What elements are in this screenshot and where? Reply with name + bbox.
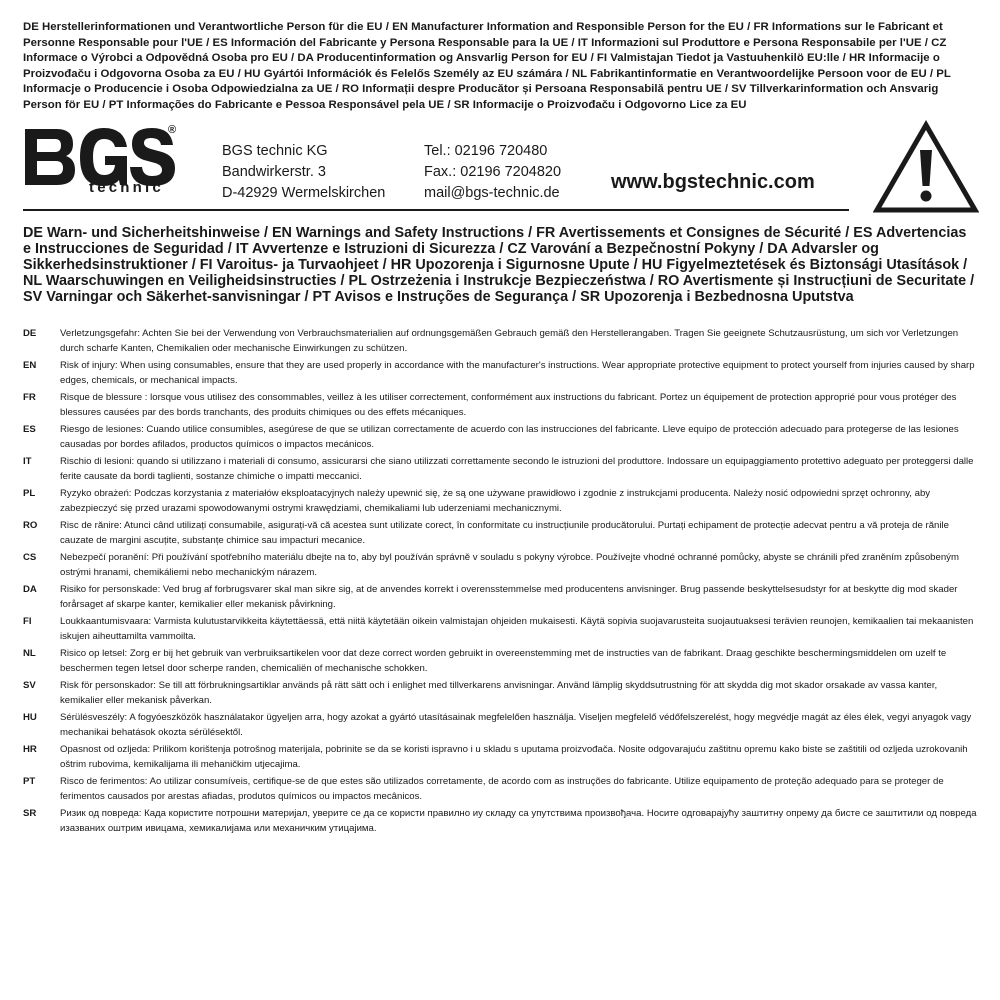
language-code: RO: [23, 520, 38, 531]
warning-entry-fr: [23, 391, 978, 420]
warning-entry-es: [23, 423, 978, 452]
warning-text: Ризик од повреда: Када користите потрошни материјал, уверите се да се користи правилно иу складу са упутствима произвођача. Носите одговарајућу заштитну опрему да бисте се заштитили од повреда изазваних оштрим ивицама, хемикалијама или механичким утицајима.: [60, 808, 977, 834]
warning-entry-pt: [23, 775, 978, 804]
language-code: HU: [23, 712, 37, 723]
bgs-technic-logo: [23, 125, 183, 199]
language-code: FI: [23, 616, 32, 627]
fax-number: Fax.: 02196 7204820: [424, 164, 562, 180]
website-url: www.bgstechnic.com: [611, 171, 815, 193]
logo-subtitle: technic: [89, 179, 164, 196]
warning-text: Loukkaantumisvaara: Varmista kulutustarvikkeita käytettäessä, että niitä käytetään oikein valmistajan ohjeiden mukaisesti. Käytä sopivia suojavarusteita suojautuaksesi terävien reunojen, kemikaalien tai mekaanisten iskujen aiheuttamilta vammoilta.: [60, 616, 974, 642]
warnings-heading: DE Warn- und Sicherheitshinweise / EN Warnings and Safety Instructions / FR Avertissements et Consignes de Sécurité / ES Advertencias e Instrucciones de Seguridad / IT Avvertenze e Istruzioni di Sicurezza / CZ Varování a Bezpečnostní Pokyny / DA Advarsler og Sikkerhedsinstruktioner / FI Varoitus- ja Turvaohjeet / HR Upozorenja i Sigurnosne Upute / HU Figyelmeztetések és Biztonsági Utasítások / NL Waarschuwingen en Veiligheidsinstructies / PL Ostrzeżenia i Instrukcje Bezpieczeństwa / RO Avertismente și Instrucțiuni de Securitate / SV Varningar och Säkerhet-sanvisningar / PT Avisos e Instruções de Segurança / SR Upozorenja i Bezbednosna Uputstva: [23, 225, 975, 305]
warning-text: Ryzyko obrażeń: Podczas korzystania z materiałów eksploatacyjnych należy upewnić się, że są one używane prawidłowo i zgodnie z instrukcjami producenta. Należy nosić odpowiedni sprzęt ochronny, aby zabezpieczyć się przed urazami spowodowanymi ostrymi krawędziami, chemikaliami lub uderzeniami mechanicznymi.: [60, 488, 931, 514]
company-address: [222, 141, 385, 204]
header-divider: [23, 209, 849, 211]
warning-entry-pl: [23, 487, 978, 516]
registered-mark: ®: [168, 124, 177, 136]
warning-entry-sr: [23, 807, 978, 836]
warning-entry-fi: [23, 615, 978, 644]
warning-text: Sérülésveszély: A fogyóeszközök használatakor ügyeljen arra, hogy azokat a gyártó utasításainak megfelelően használja. Viseljen megfelelő védőfelszerelést, hogy megvédje magát az éles élek, vegyi anyagok vagy mechanikai behatások okozta sérülésektől.: [60, 712, 972, 738]
warning-entry-da: [23, 583, 978, 612]
company-street: Bandwirkerstr. 3: [222, 164, 326, 180]
warning-text: Risiko for personskade: Ved brug af forbrugsvarer skal man sikre sig, at de anvendes korrekt i overensstemmelse med producentens anvisninger. Brug passende beskyttelsesudstyr for at beskytte dig mod skader forårsaget af skarpe kanter, kemikalier eller mekanisk påvirkning.: [60, 584, 958, 610]
warning-text: Risc de rănire: Atunci când utilizați consumabile, asigurați-vă că acestea sunt utilizate corect, în conformitate cu instrucțiunile producătorului. Purtați echipament de protecție adecvat pentru a vă proteja de rănile cauzate de margini ascuțite, substanțe chimice sau impacturi mecanice.: [60, 520, 949, 546]
warning-entry-hu: [23, 711, 978, 740]
warning-entry-hr: [23, 743, 978, 772]
company-contact: [424, 141, 561, 204]
warning-triangle-icon: [873, 120, 979, 214]
language-code: NL: [23, 648, 36, 659]
warning-entry-de: [23, 327, 978, 356]
warning-text: Riesgo de lesiones: Cuando utilice consumibles, asegúrese de que se utilizan correctamente de acuerdo con las instrucciones del fabricante. Lleve equipo de protección adecuado para protegerse de las lesiones causadas por bordes afilados, productos químicos o impactos mecánicos.: [60, 424, 959, 450]
warning-text: Rischio di lesioni: quando si utilizzano i materiali di consumo, assicurarsi che siano utilizzati correttamente secondo le istruzioni del produttore. Indossare un equipaggiamento protettivo adeguato per proteggersi dalle ferite causate da bordi taglienti, sostanze chimiche o impatti meccanici.: [60, 456, 974, 482]
warning-entry-nl: [23, 647, 978, 676]
company-name: BGS technic KG: [222, 143, 328, 159]
language-code: DA: [23, 584, 37, 595]
warning-text: Risico op letsel: Zorg er bij het gebruik van verbruiksartikelen voor dat deze correct worden gebruikt in overeenstemming met de instructies van de fabrikant. Draag geschikte beschermingsmiddelen om uzelf te beschermen tegen letsel door scherpe randen, chemicaliën of mechanische schokken.: [60, 648, 947, 674]
language-code: FR: [23, 392, 36, 403]
warning-text: Risque de blessure : lorsque vous utilisez des consommables, veillez à les utiliser correctement, conformément aux instructions du fabricant. Portez un équipement de protection approprié pour vous protéger des blessures causées par des bords tranchants, des produits chimiques ou des effets mécaniques.: [60, 392, 957, 418]
warning-text: Risk of injury: When using consumables, ensure that they are used properly in accordance with the manufacturer's instructions. Wear appropriate protective equipment to protect yourself from injuries caused by sharp edges, chemicals, or mechanical impacts.: [60, 360, 975, 386]
warning-entry-cs: [23, 551, 978, 580]
company-city: D-42929 Wermelskirchen: [222, 185, 386, 201]
language-code: PL: [23, 488, 36, 499]
email-address: mail@bgs-technic.de: [424, 185, 560, 201]
language-code: DE: [23, 328, 37, 339]
warning-text: Verletzungsgefahr: Achten Sie bei der Verwendung von Verbrauchsmaterialien auf ordnungsgemäßen Gebrauch gemäß den Herstellerangaben. Tragen Sie geeignete Schutzausrüstung, um sich vor Verletzungen durch scharfe Kanten, Chemikalien oder mechanische Einwirkungen zu schützen.: [60, 328, 959, 354]
warning-entry-en: [23, 359, 978, 388]
warning-text: Opasnost od ozljeda: Prilikom korištenja potrošnog materijala, pobrinite se da se koristi ispravno i u skladu s uputama proizvođača. Nosite odgovarajuću zaštitnu opremu kako biste se zaštitili od ozljeda uzrokovanih oštrim rubovima, kemikalijama ili mehaničkim utjecajima.: [60, 744, 968, 770]
language-code: ES: [23, 424, 36, 435]
manufacturer-info-heading: DE Herstellerinformationen und Verantwortliche Person für die EU / EN Manufacturer Information and Responsible Person for the EU / FR Informations sur le Fabricant et Personne Responsable pour l'UE / ES Información del Fabricante y Persona Responsable para la UE / IT Informazioni sul Produttore e Persona Responsabile per l'UE / CZ Informace o Výrobci a Odpovědná Osoba pro EU / DA Producentinformation og Ansvarlig Person for EU / FI Valmistajan Tiedot ja Vastuuhenkilö EU:lle / HR Informacije o Proizvođaču i Odgovorna Osoba za EU / HU Gyártói Információk és Felelős Személy az EU számára / NL Fabrikantinformatie en Verantwoordelijke Persoon voor de EU / PL Informacje o Producencie i Osoba Odpowiedzialna za UE / RO Informații despre Producător și Persoana Responsabilă pentru UE / SV Tillverkarinformation och Ansvarig Person för EU / PT Informações do Fabricante e Pessoa Responsável pela UE / SR Informacije o Proizvođaču i Odgovorno Lice za EU: [23, 21, 951, 111]
language-code: CS: [23, 552, 37, 563]
language-code: HR: [23, 744, 37, 755]
document-page: [23, 20, 978, 839]
phone-number: Tel.: 02196 720480: [424, 143, 548, 159]
language-code: SR: [23, 808, 37, 819]
warning-entry-it: [23, 455, 978, 484]
warning-text: Risco de ferimentos: Ao utilizar consumíveis, certifique-se de que estes são utilizados corretamente, de acordo com as instruções do fabricante. Utilize equipamento de proteção adequado para se proteger de ferimentos causados por arestas afiadas, produtos químicos ou impactos mecânicos.: [60, 776, 944, 802]
language-code: SV: [23, 680, 36, 691]
language-code: PT: [23, 776, 36, 787]
warning-entry-ro: [23, 519, 978, 548]
warning-text: Risk för personskador: Se till att förbrukningsartiklar används på rätt sätt och i enlighet med tillverkarens anvisningar. Använd lämplig skyddsutrustning för att skydda dig mot skador orsakade av vassa kanter, kemikalier eller mekanisk påverkan.: [60, 680, 938, 706]
company-header: [23, 125, 978, 225]
warnings-list: [23, 327, 978, 836]
warning-text: Nebezpečí poranění: Při používání spotřebního materiálu dbejte na to, aby byl používán správně v souladu s pokyny výrobce. Používejte vhodné ochranné pomůcky, abyste se chránili před zraněním způsobeným ostrými hranami, chemikáliemi nebo mechanickým nárazem.: [60, 552, 959, 578]
warning-entry-sv: [23, 679, 978, 708]
language-code: EN: [23, 360, 37, 371]
language-code: IT: [23, 456, 32, 467]
